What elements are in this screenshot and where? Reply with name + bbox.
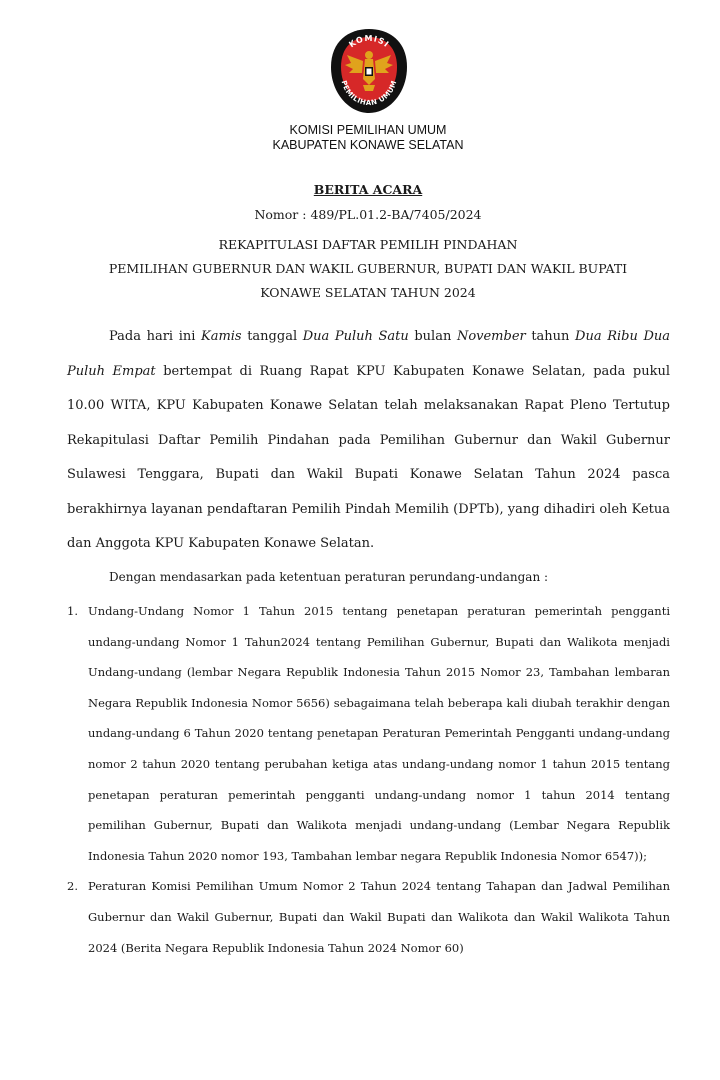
org-name-line1: KOMISI PEMILIHAN UMUM bbox=[289, 123, 447, 137]
logo-bottom-text: PEMILIHAN UMUM bbox=[339, 79, 399, 108]
document-subject-line2: PEMILIHAN GUBERNUR DAN WAKIL GUBERNUR, BUPATI DAN WAKIL BUPATI bbox=[108, 261, 628, 276]
opening-text: bertempat di Ruang Rapat KPU Kabupaten Konawe Selatan, pada pukul 10.00 WITA, KPU Kabupaten Konawe Selatan telah melaksanakan Rapat Pleno Tertutup Rekapitulasi Daftar Pemilih Pindahan pada Pemilihan Gubernur dan Wakil Gubernur Sulawesi Tenggara, Bupati dan Wakil Bupati Konawe Selatan Tahun 2024 pasca berakhirnya layanan pendaftaran Pemilih Pindah Memilih (DPTb), yang dihadiri oleh Ketua dan Anggota KPU Kabupaten Konawe Selatan. bbox=[67, 363, 670, 551]
opening-text: Pada hari ini bbox=[109, 329, 201, 344]
document-subject-line1: REKAPITULASI DAFTAR PEMILIH PINDAHAN bbox=[218, 237, 518, 252]
opening-year: Dua Ribu Dua Puluh Empat bbox=[67, 329, 670, 379]
opening-text: tanggal bbox=[241, 329, 303, 344]
opening-text: tahun bbox=[525, 329, 576, 344]
org-name-line2: KABUPATEN KONAWE SELATAN bbox=[272, 138, 464, 152]
list-item bbox=[67, 596, 670, 871]
garuda-emblem-icon bbox=[329, 27, 409, 115]
document-number: Nomor : 489/PL.01.2-BA/7405/2024 bbox=[254, 207, 482, 222]
opening-month: November bbox=[456, 329, 526, 344]
kpu-emblem-logo bbox=[329, 27, 409, 115]
document-title: BERITA ACARA bbox=[313, 182, 423, 197]
opening-day: Kamis bbox=[200, 329, 242, 344]
list-item-text: Peraturan Komisi Pemilihan Umum Nomor 2 Tahun 2024 tentang Tahapan dan Jadwal Pemilihan Gubernur dan Wakil Gubernur, Bupati dan Wakil Bupati dan Walikota dan Wakil Walikota Tahun 2024 (Berita Negara Republik Indonesia Tahun 2024 Nomor 60) bbox=[88, 879, 670, 955]
list-item-number: 1. bbox=[67, 604, 78, 618]
opening-paragraph bbox=[67, 320, 670, 562]
logo-top-text: KOMISI bbox=[347, 33, 391, 50]
legal-basis-list bbox=[67, 596, 670, 963]
list-item-number: 2. bbox=[67, 879, 78, 894]
opening-text: bulan bbox=[408, 329, 457, 344]
document-subject-line3: KONAWE SELATAN TAHUN 2024 bbox=[260, 285, 476, 300]
list-item bbox=[67, 871, 670, 963]
opening-date: Dua Puluh Satu bbox=[302, 329, 409, 344]
basis-intro: Dengan mendasarkan pada ketentuan peraturan perundang-undangan : bbox=[109, 570, 549, 584]
list-item-text: Undang-Undang Nomor 1 Tahun 2015 tentang penetapan peraturan pemerintah pengganti undang-undang Nomor 1 Tahun2024 tentang Pemilihan Gubernur, Bupati dan Walikota menjadi Undang-undang (lembar Negara Republik Indonesia Tahun 2015 Nomor 23, Tambahan lembaran Negara Republik Indonesia Nomor 5656) sebagaimana telah beberapa kali diubah terakhir dengan undang-undang 6 Tahun 2020 tentang penetapan Peraturan Pemerintah Pengganti undang-undang nomor 2 tahun 2020 tentang perubahan ketiga atas undang-undang nomor 1 tahun 2015 tentang penetapan peraturan pemerintah pengganti undang-undang nomor 1 tahun 2014 tentang pemilihan Gubernur, Bupati dan Walikota menjadi undang-undang (Lembar Negara Republik Indonesia Tahun 2020 nomor 193, Tambahan lembar negara Republik Indonesia Nomor 6547)); bbox=[88, 604, 670, 863]
